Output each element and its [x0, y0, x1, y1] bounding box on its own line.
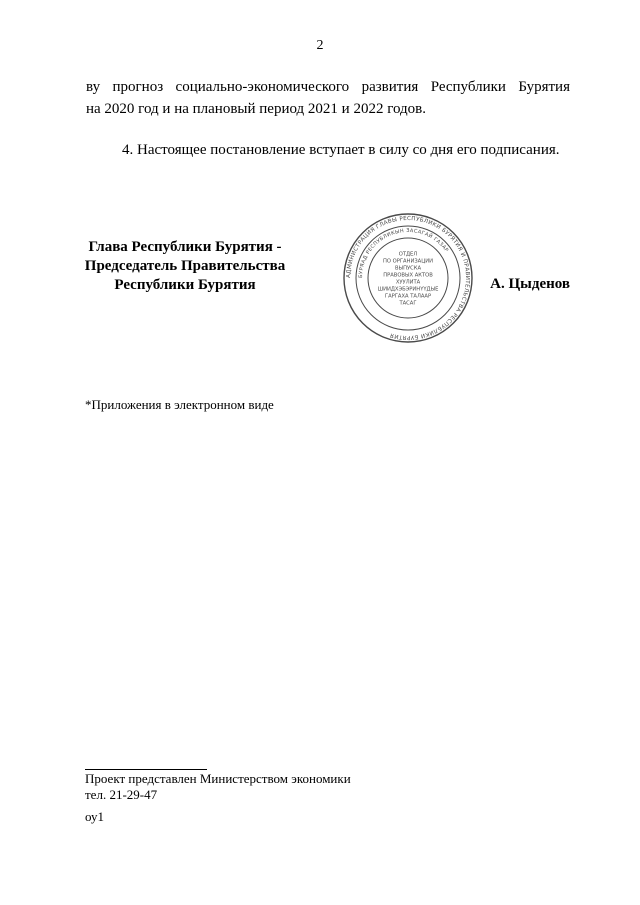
- seal-center-line: ВЫПУСКА: [394, 265, 422, 272]
- document-code: оу1: [85, 809, 105, 824]
- seal-outer-text: АДМИНИСТРАЦИЯ ГЛАВЫ РЕСПУБЛИКИ БУРЯТИЯ И ПРАВИТЕЛЬСТВА РЕСПУБЛИКИ БУРЯТИЯ: [345, 215, 471, 341]
- signatory-title-line: Глава Республики Бурятия -: [88, 239, 282, 255]
- seal-center-text: [378, 252, 439, 307]
- appendix-note: *Приложения в электронном виде: [85, 397, 274, 412]
- signatory-name: А. Цыденов: [490, 276, 570, 292]
- signatory-title-line: Республики Бурятия: [114, 277, 256, 293]
- paragraph-line: ву прогноз социально-экономического развития Республики Бурятия: [86, 79, 570, 95]
- footnote-line: Проект представлен Министерством экономики: [85, 771, 351, 786]
- signatory-title: [76, 238, 294, 295]
- seal-center-line: ОТДЕЛ: [398, 251, 418, 258]
- footnote-divider: [85, 769, 207, 770]
- signatory-title-line: Председатель Правительства: [84, 258, 286, 274]
- footnote: [85, 771, 351, 803]
- page-number: 2: [316, 38, 324, 53]
- seal-inner-text: БУРЯАД РЕСПУБЛИКЫН ЗАСАГАЙ ГАЗАР: [357, 227, 450, 279]
- body-paragraph-continued: [86, 76, 570, 120]
- paragraph-line: на 2020 год и на плановый период 2021 и 2022 годов.: [86, 101, 427, 117]
- body-paragraph-item-4: 4. Настоящее постановление вступает в силу со дня его подписания.: [122, 142, 560, 158]
- footnote-line: тел. 21-29-47: [85, 787, 158, 802]
- seal-center-line: ТАСАГ: [399, 300, 417, 307]
- official-seal: [342, 212, 474, 344]
- seal-center-line: ПО ОРГАНИЗАЦИИ: [382, 258, 434, 265]
- seal-center-line: ПРАВОВЫХ АКТОВ: [383, 272, 433, 279]
- seal-center-line: ХУУЛИТА: [395, 279, 421, 286]
- seal-center-line: ГАРГАХА ТАЛААР: [384, 293, 432, 300]
- seal-center-line: ШИИДХЭБЭРИНҮҮДЫЕ: [377, 286, 439, 293]
